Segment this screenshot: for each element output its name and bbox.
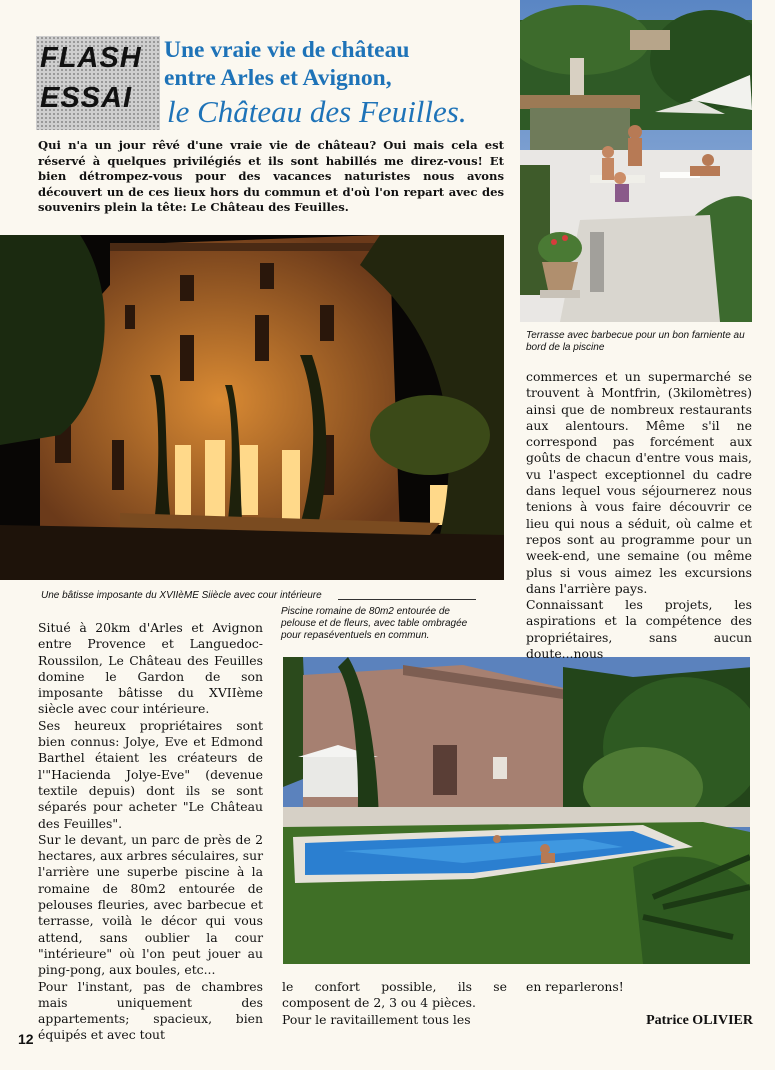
terrace-photo	[520, 0, 752, 322]
article-title	[164, 36, 514, 132]
title-line2: entre Arles et Avignon,	[164, 65, 392, 91]
author-name: Patrice OLIVIER	[646, 1013, 753, 1028]
right-paragraph-2: Connaissant les projets, les aspirations et la compétence des propriétaires, sans aucun doute...nous	[526, 597, 752, 662]
badge-line1: FLASH	[40, 42, 142, 74]
column-left	[38, 620, 263, 1044]
column-right	[526, 369, 752, 662]
pool-caption: Piscine romaine de 80m2 entourée de pelouse et de fleurs, avec table ombragée pour repaséventuels en commun.	[281, 606, 468, 641]
intro-paragraph: Qui n'a un jour rêvé d'une vraie vie de château? Oui mais cela est réservé à quelques privilégiés et ils sont habillés me direz-vous! Et bien détrompez-vous pour des vacances naturistes nous avons découvert un de ces lieux hors du commun et d'où l'on repart avec des souvenirs plein la tête: Le Château des Feuilles.	[38, 138, 504, 215]
left-paragraph-2: Ses heureux propriétaires sont bien connus: Jolye, Eve et Edmond Barthel étaient les créateurs de l'"Hacienda Jolye-Eve" (devenue textile depuis) dont ils se sont séparés pour acheter "Le Château des Feuilles".	[38, 717, 263, 831]
caption-rule	[338, 599, 476, 600]
left-paragraph-4: Pour l'instant, pas de chambres mais uniquement des appartements; spacieux, bien équipés et avec tout	[38, 978, 263, 1043]
left-paragraph-1: Situé à 20km d'Arles et Avignon entre Provence et Languedoc-Roussilon, Le Château des Feuilles domine le Gardon de son imposante bâtisse du XVIIème siècle avec cour intérieure.	[38, 620, 263, 717]
mid-paragraph-1: le confort possible, ils se composent de 2, 3 ou 4 pièces.	[282, 979, 507, 1011]
pool-photo	[283, 657, 750, 964]
castle-photo	[0, 235, 504, 580]
badge-line2: ESSAI	[40, 82, 133, 114]
castle-caption: Une bâtisse imposante du XVIIèME Siiècle avec cour intérieure	[41, 590, 322, 601]
title-line3: le Château des Feuilles.	[167, 94, 467, 129]
terrace-caption: Terrasse avec barbecue pour un bon farniente au bord de la piscine	[526, 330, 745, 353]
mid-paragraph-2: Pour le ravitaillement tous les	[282, 1011, 471, 1027]
page-number: 12	[18, 1031, 34, 1047]
right-paragraph-1: commerces et un supermarché se trouvent à Montfrin, (3kilomètres) ainsi que de nombreux restaurants aux alentours. Même s'il ne correspond pas forcément aux goûts de chacun d'entre vous mais, vu l'aspect exceptionnel du cadre dans lequel vous séjournerez nous tenions à vous faire découvrir ce lieu qui nous a séduit, où calme et repos sont au programme pour un week-end, une semaine (ou même plus si vous aimez les excursions dans l'arrière pays.	[526, 369, 752, 596]
column-mid	[282, 979, 507, 1028]
left-paragraph-3: Sur le devant, un parc de près de 2 hectares, aux arbres séculaires, sur l'arrière une superbe piscine à la romaine de 80m2 entourée de pelouses fleuries, avec barbecue et terrasse, voilà le décor qui vous attend, sans oublier la cour "intérieure" où l'on peut jouer au ping-pong, aux boules, etc...	[38, 831, 263, 978]
right-paragraph-3: en reparlerons!	[526, 979, 624, 994]
title-line1: Une vraie vie de château	[164, 37, 410, 63]
flash-essai-badge	[36, 36, 160, 130]
